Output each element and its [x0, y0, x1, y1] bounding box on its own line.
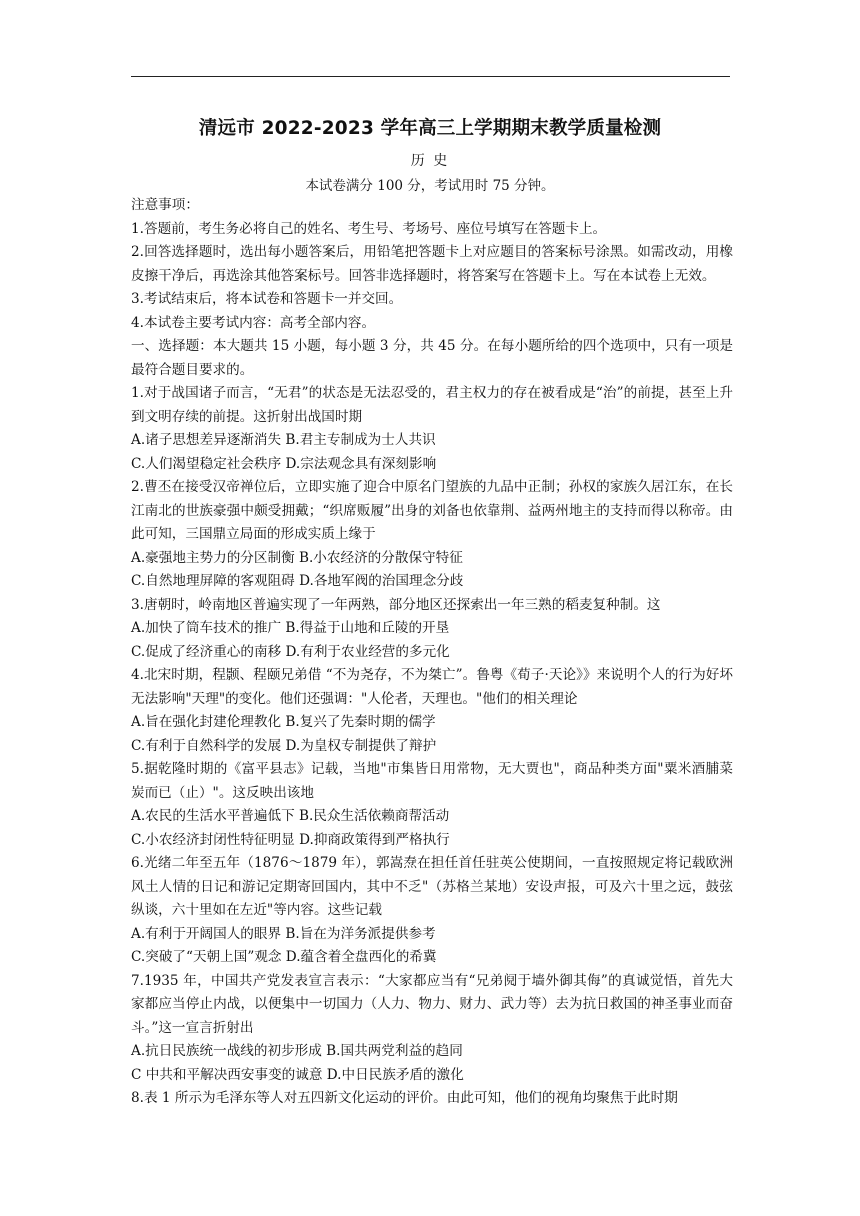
question-stem: 3.唐朝时，岭南地区普遍实现了一年两熟，部分地区还探索出一年三熟的稻麦复种制。这	[131, 596, 661, 613]
question-option-row: C.突破了“天朝上国”观念 D.蕴含着全盘西化的希冀	[131, 949, 437, 965]
instructions-heading: 注意事项：	[131, 197, 199, 213]
instruction-item: 1.答题前，考生务必将自己的姓名、考生号、考场号、座位号填写在答题卡上。	[131, 220, 607, 237]
page-title: 清远市 2022-2023 学年高三上学期期末教学质量检测	[198, 118, 662, 139]
question-option-row: A.抗日民族统一战线的初步形成 B.国共两党利益的趋同	[131, 1043, 463, 1059]
question-stem: 1.对于战国诸子而言，“无君”的状态是无法忍受的，君主权力的存在被看成是“治”的前提，甚至上升到文明存续的前提。这折射出战国时期	[131, 385, 733, 425]
question-stem: 4.北宋时期，程颢、程颐兄弟借 “不为尧存，不为桀亡”。鲁粤《荀子·天论》》来说明个人的行为好坏无法影响"天理"的变化。他们还强调："人伦者，天理也。"他们的相关理论	[131, 667, 733, 707]
instruction-item: 3.考试结束后，将本试卷和答题卡一并交回。	[131, 291, 403, 307]
question-option-row: A.旨在强化封建伦理教化 B.复兴了先秦时期的儒学	[131, 714, 436, 730]
instruction-item: 2.回答选择题时，选出每小题答案后，用铅笔把答题卡上对应题目的答案标号涂黑。如需改动，用橡皮擦干净后，再选涂其他答案标号。回答非选择题时，将答案写在答题卡上。写在本试卷上无效。	[131, 244, 733, 284]
question-stem: 6.光绪二年至五年（1876～1879 年），郭嵩焘在担任首任驻英公使期间，一直按照规定将记载欧洲风土人情的日记和游记定期寄回国内，其中不乏"（苏格兰某地）安设声报，可及六十里之远，鼓弦纵谈，六十里如在左近"等内容。这些记载	[131, 855, 733, 918]
question-option-row: C.促成了经济重心的南移 D.有利于农业经营的多元化	[131, 643, 450, 660]
question-option-row: A.农民的生活水平普遍低下 B.民众生活依赖商帮活动	[131, 808, 450, 824]
section-heading: 一、选择题：本大题共 15 小题，每小题 3 分，共 45 分。在每小题所给的四个选项中，只有一项是最符合题目要求的。	[131, 338, 733, 378]
question-option-row: A.诸子思想差异逐渐消失 B.君主专制成为士人共识	[131, 432, 436, 448]
question-option-row: C.小农经济封闭性特征明显 D.抑商政策得到严格执行	[131, 831, 450, 848]
exam-note: 本试卷满分 100 分，考试用时 75 分钟。	[305, 178, 555, 194]
question-option-row: C.人们渴望稳定社会秩序 D.宗法观念具有深刻影响	[131, 455, 437, 472]
question-option-row: C.有利于自然科学的发展 D.为皇权专制提供了辩护	[131, 737, 437, 754]
question-stem: 2.曹丕在接受汉帝禅位后，立即实施了迎合中原名门望族的九品中正制；孙权的家族久居江东，在长江南北的世族豪强中颇受拥戴；“织席贩履”出身的刘备也依靠荆、益两州地主的支持而得以称帝。由此可知，三国鼎立局面的形成实质上缘于	[131, 479, 733, 542]
top-rule	[131, 76, 730, 77]
question-option-row: C.自然地理屏障的客观阻碍 D.各地军阀的治国理念分歧	[131, 573, 464, 589]
subject-label: 历 史	[410, 153, 450, 169]
question-option-row: A.有利于开阔国人的眼界 B.旨在为洋务派提供参考	[131, 925, 436, 942]
exam-body	[131, 194, 733, 1111]
question-stem: 8.表 1 所示为毛泽东等人对五四新文化运动的评价。由此可知，他们的视角均聚焦于此时期	[131, 1090, 678, 1106]
question-stem: 7.1935 年，中国共产党发表宣言表示：“大家都应当有“兄弟阋于墙外御其侮”的真诚觉悟，首先大家都应当停止内战，以便集中一切国力（人力、物力、财力、武力等）去为抗日救国的神圣事业而奋斗。”这一宣言折射出	[131, 972, 733, 1036]
question-stem: 5.据乾隆时期的《富平县志》记载，当地"市集皆日用常物，无大贾也"，商品种类方面"粟米酒脯菜炭而已（止）"。这反映出该地	[131, 761, 733, 801]
instruction-item: 4.本试卷主要考试内容：高考全部内容。	[131, 314, 376, 331]
question-option-row: A.豪强地主势力的分区制衡 B.小农经济的分散保守特征	[131, 549, 463, 566]
question-option-row: A.加快了筒车技术的推广 B.得益于山地和丘陵的开垦	[131, 620, 450, 636]
question-option-row: C 中共和平解决西安事变的诚意 D.中日民族矛盾的激化	[131, 1066, 464, 1083]
